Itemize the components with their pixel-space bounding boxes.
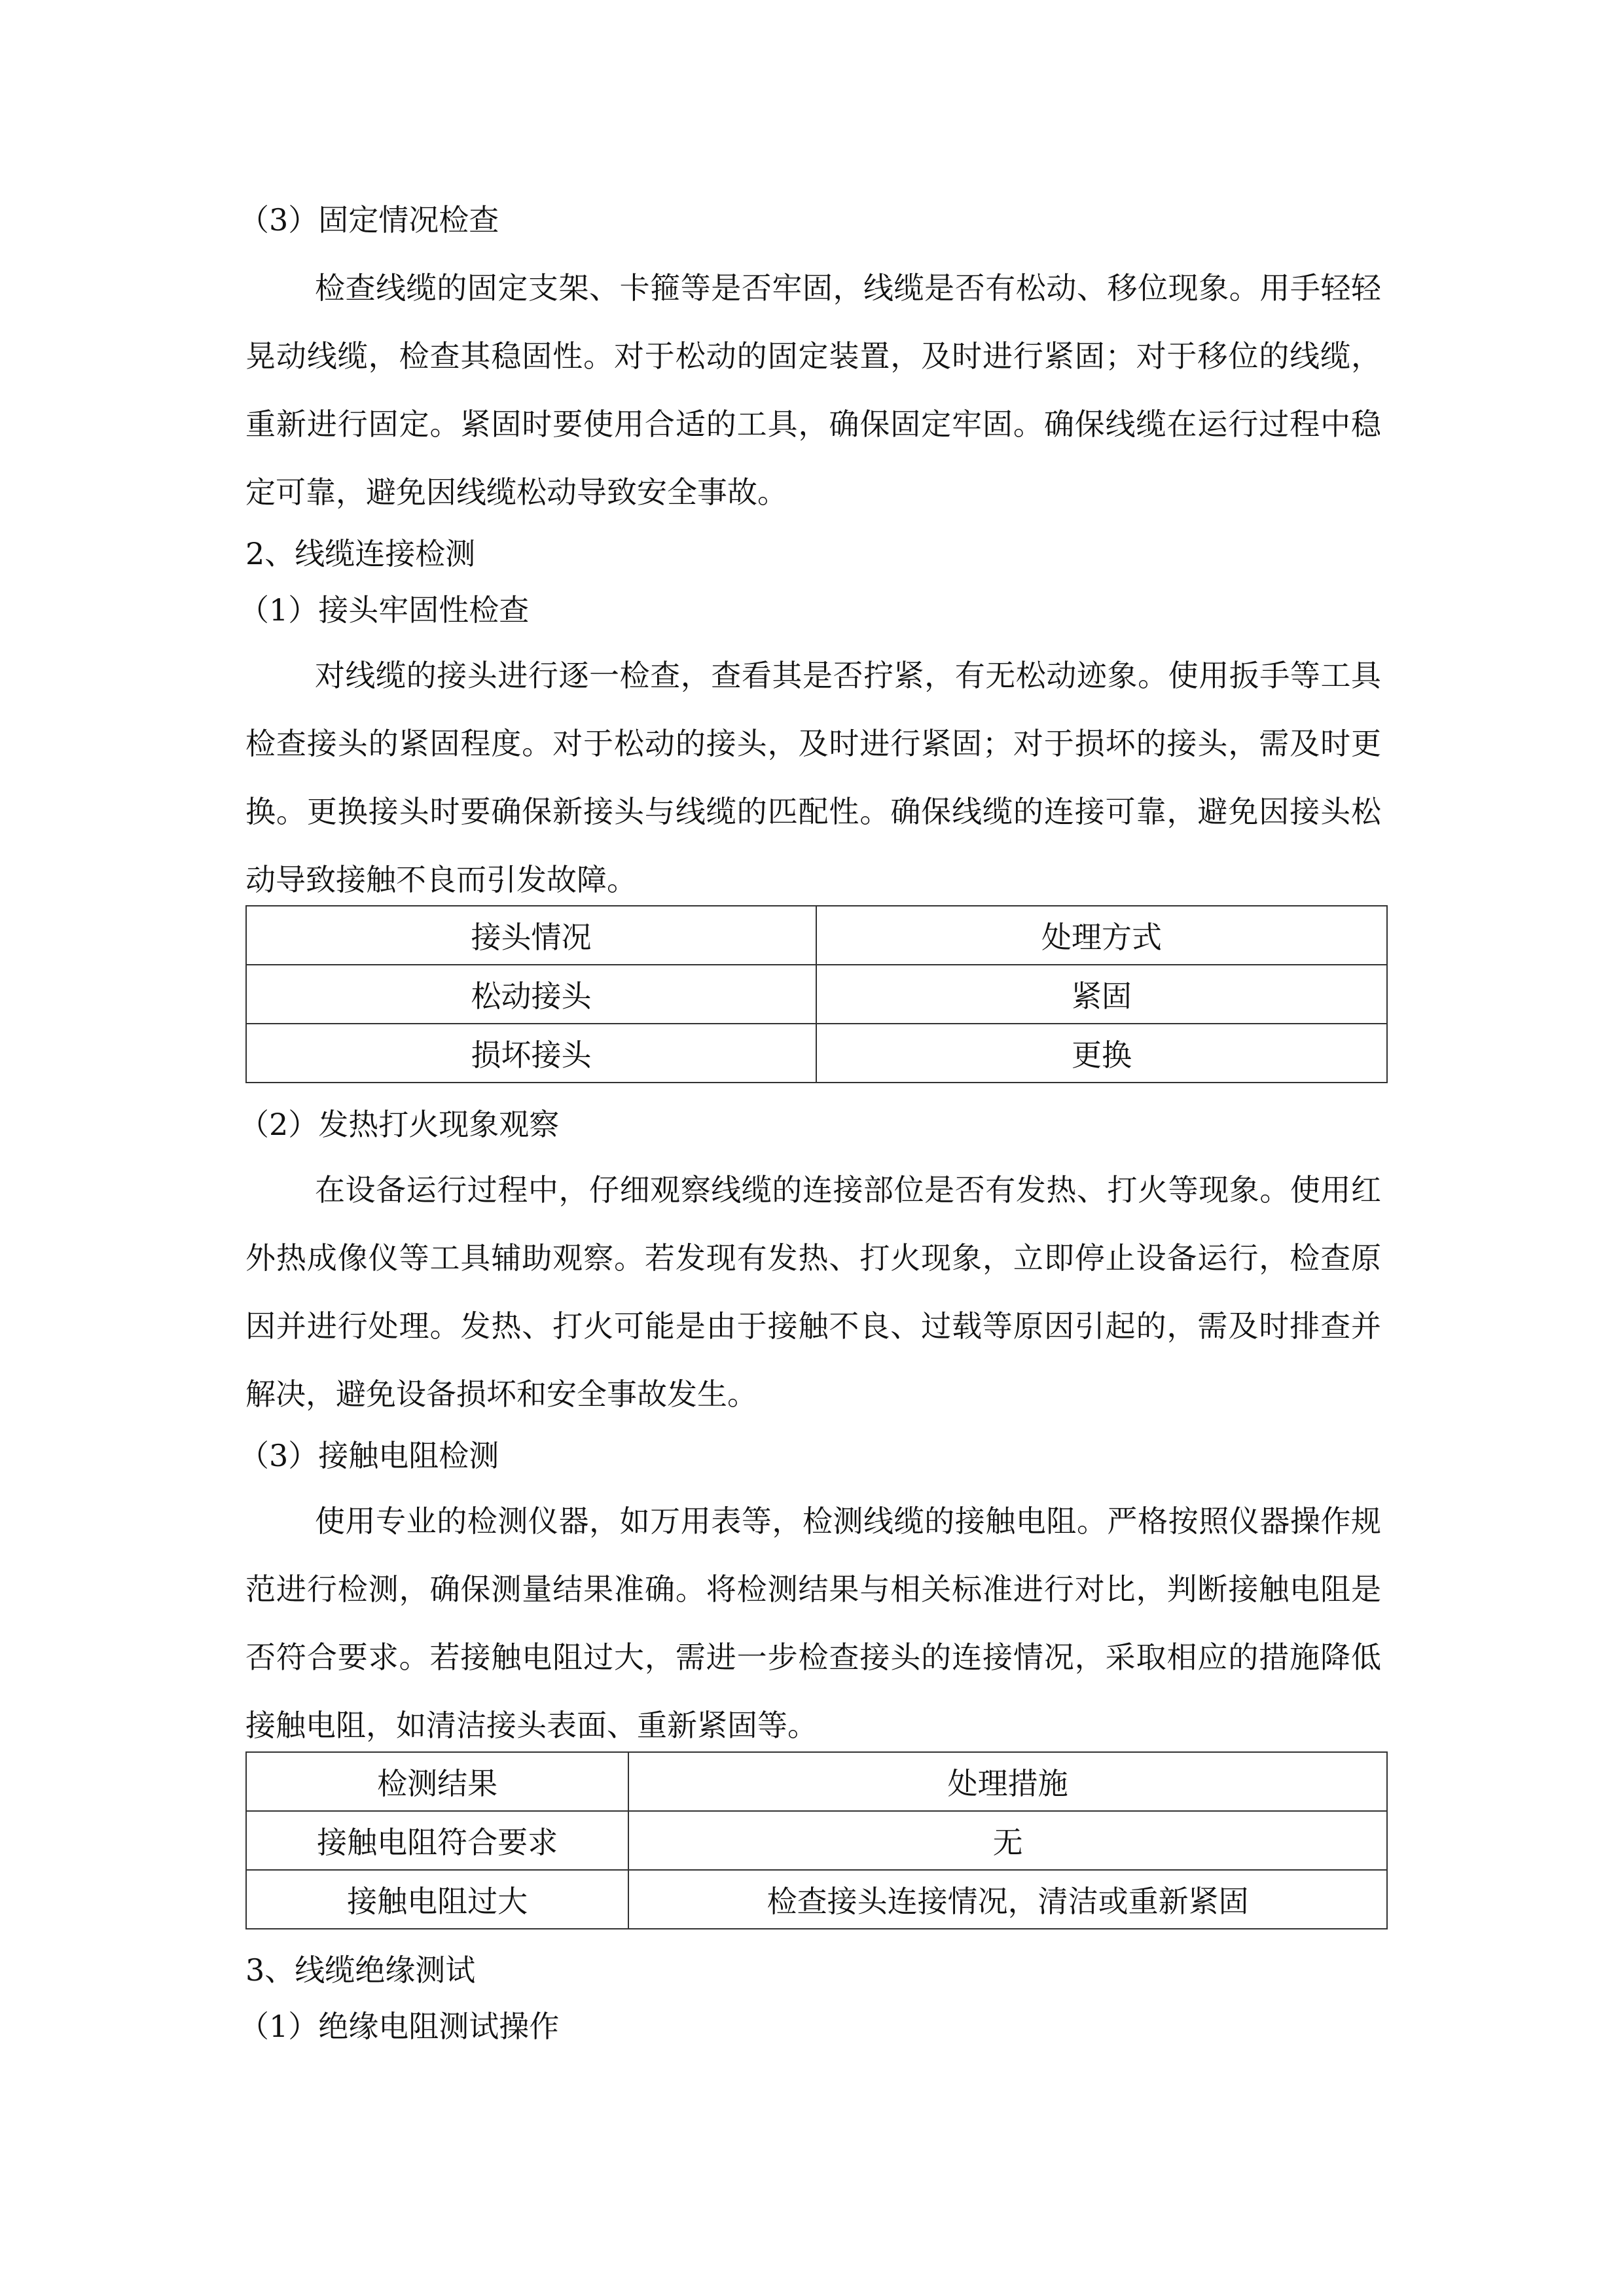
table-header-cell: 检测结果 <box>246 1752 628 1811</box>
paragraph-heat-spark: 在设备运行过程中，仔细观察线缆的连接部位是否有发热、打火等现象。使用红外热成像仪等工具辅助观察。若发现有发热、打火现象，立即停止设备运行，检查原因并进行处理。发热、打火可能是由于接触不良、过载等原因引起的，需及时排查并解决，避免设备损坏和安全事故发生。 <box>245 1172 1381 1412</box>
table-cell: 接触电阻符合要求 <box>246 1811 628 1870</box>
heading-section-3: 3、线缆绝缘测试 <box>245 1952 476 1988</box>
heading-heat-spark: （2）发热打火现象观察 <box>239 1107 560 1142</box>
table-header-cell: 处理方式 <box>816 906 1387 965</box>
table-cell: 松动接头 <box>246 965 816 1024</box>
heading-section-2: 2、线缆连接检测 <box>245 536 476 571</box>
table-header-row <box>246 906 1387 965</box>
paragraph-contact-resistance: 使用专业的检测仪器，如万用表等，检测线缆的接触电阻。严格按照仪器操作规范进行检测，确保测量结果准确。将检测结果与相关标准进行对比，判断接触电阻是否符合要求。若接触电阻过大，需进一步检查接头的连接情况，采取相应的措施降低接触电阻，如清洁接头表面、重新紧固等。 <box>245 1503 1381 1743</box>
table-cell: 损坏接头 <box>246 1024 816 1083</box>
heading-fix-check: （3）固定情况检查 <box>239 202 499 238</box>
table-cell: 无 <box>628 1811 1387 1870</box>
table-header-cell: 处理措施 <box>628 1752 1387 1811</box>
paragraph-fix-check: 检查线缆的固定支架、卡箍等是否牢固，线缆是否有松动、移位现象。用手轻轻晃动线缆，检查其稳固性。对于松动的固定装置，及时进行紧固；对于移位的线缆，重新进行固定。紧固时要使用合适的工具，确保固定牢固。确保线缆在运行过程中稳定可靠，避免因线缆松动导致安全事故。 <box>245 270 1381 510</box>
table-header-row <box>246 1752 1387 1811</box>
joint-table <box>245 905 1388 1083</box>
table-header-cell: 接头情况 <box>246 906 816 965</box>
table-row <box>246 1811 1387 1870</box>
table-row <box>246 965 1387 1024</box>
table-cell: 检查接头连接情况，清洁或重新紧固 <box>628 1870 1387 1929</box>
table-row <box>246 1870 1387 1929</box>
table-cell: 紧固 <box>816 965 1387 1024</box>
table-cell: 更换 <box>816 1024 1387 1083</box>
table-cell: 接触电阻过大 <box>246 1870 628 1929</box>
heading-joint-check: （1）接头牢固性检查 <box>239 592 530 628</box>
resistance-table <box>245 1751 1388 1929</box>
paragraph-joint-check: 对线缆的接头进行逐一检查，查看其是否拧紧，有无松动迹象。使用扳手等工具检查接头的紧固程度。对于松动的接头，及时进行紧固；对于损坏的接头，需及时更换。更换接头时要确保新接头与线缆的匹配性。确保线缆的连接可靠，避免因接头松动导致接触不良而引发故障。 <box>245 658 1381 897</box>
heading-contact-resistance: （3）接触电阻检测 <box>239 1438 499 1473</box>
heading-insulation-test: （1）绝缘电阻测试操作 <box>239 2009 560 2044</box>
table-row <box>246 1024 1387 1083</box>
